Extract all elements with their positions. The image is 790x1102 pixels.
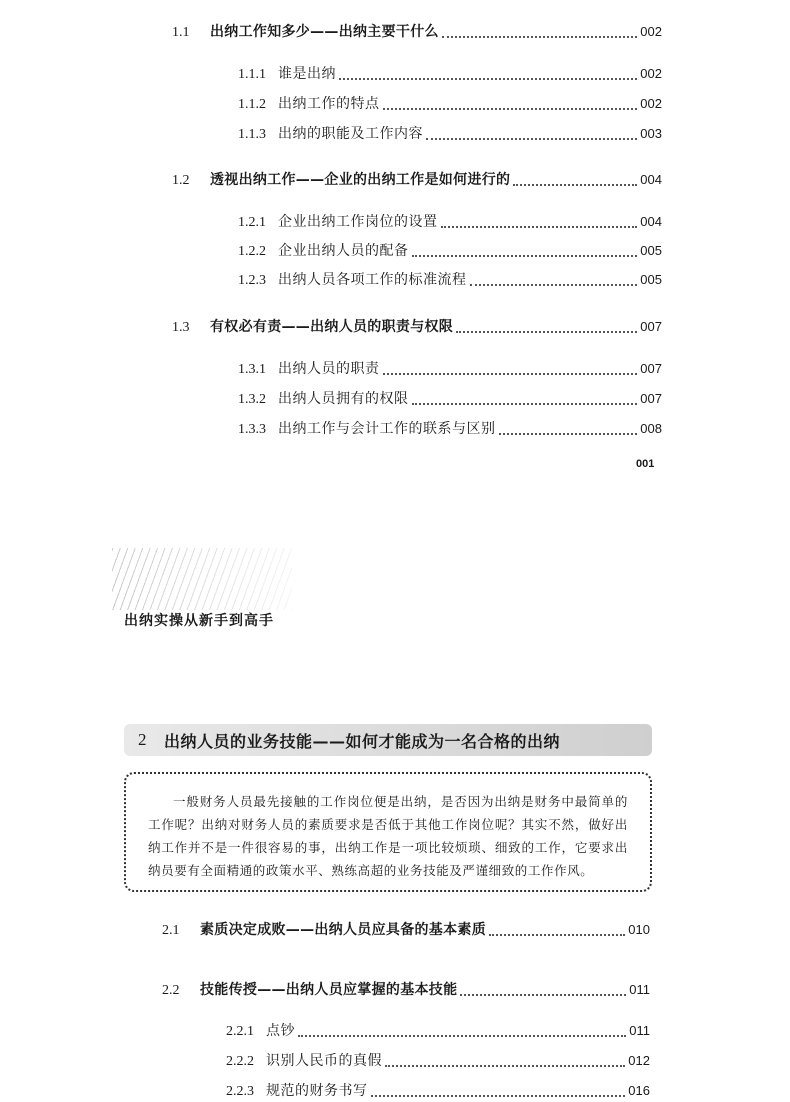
toc-entry-number: 1.2 (172, 173, 190, 188)
toc-entry-page: 005 (640, 243, 662, 258)
toc-entry-1-1-3 (238, 124, 662, 145)
toc-entry-number: 1.1.2 (238, 97, 266, 112)
toc-entry-page: 011 (629, 1023, 650, 1038)
toc-entry-1-3-2 (238, 389, 662, 410)
toc-entry-page: 003 (640, 126, 662, 141)
toc-entry-page: 007 (640, 361, 662, 376)
toc-entry-number: 1.1.3 (238, 127, 266, 142)
toc-entry-title: 有权必有责——出纳人员的职责与权限 (210, 319, 454, 335)
toc-entry-title: 技能传授——出纳人员应掌握的基本技能 (200, 982, 458, 998)
toc-entry-title: 企业出纳人员的配备 (278, 243, 409, 259)
toc-entry-title: 出纳人员的职责 (278, 361, 380, 377)
toc-entry-title: 透视出纳工作——企业的出纳工作是如何进行的 (210, 172, 511, 188)
toc-entry-page: 010 (628, 922, 650, 937)
toc-entry-number: 2.1 (162, 923, 180, 938)
toc-entry-number: 1.3.3 (238, 422, 266, 437)
toc-entry-page: 016 (628, 1083, 650, 1098)
toc-entry-2-2-1 (226, 1021, 650, 1042)
toc-entry-page: 004 (640, 214, 662, 229)
toc-entry-title: 识别人民币的真假 (266, 1053, 382, 1069)
toc-entry-number: 1.2.1 (238, 215, 266, 230)
toc-entry-1-3 (172, 317, 662, 338)
chapter-heading (124, 724, 652, 756)
dot-leader (470, 284, 638, 286)
book-title: 出纳实操从新手到高手 (124, 613, 274, 629)
dot-leader (383, 373, 638, 375)
toc-entry-title: 出纳人员各项工作的标准流程 (278, 272, 467, 288)
toc-entry-1-2 (172, 170, 662, 191)
dot-leader (339, 78, 637, 80)
dot-leader (499, 433, 638, 435)
toc-entry-page: 012 (628, 1053, 650, 1068)
toc-entry-1-2-3 (238, 270, 662, 291)
chapter-intro: 一般财务人员最先接触的工作岗位便是出纳，是否因为出纳是财务中最简单的工作呢？出纳对财务人员的素质要求是否低于其他工作岗位呢？其实不然，做好出纳工作并不是一件很容易的事，出纳工作是一项比较烦琐、细致的工作，它要求出纳员要有全面精通的政策水平、熟练高超的业务技能及严谨细致的工作作风。 (124, 772, 652, 892)
dot-leader (298, 1035, 626, 1037)
toc-entry-number: 1.2.2 (238, 244, 266, 259)
toc-entry-2-2-3 (226, 1081, 650, 1102)
toc-entry-2-2 (162, 980, 650, 1001)
dot-leader (383, 108, 638, 110)
dot-leader (456, 331, 637, 333)
toc-entry-title: 素质决定成败——出纳人员应具备的基本素质 (200, 922, 486, 938)
toc-entry-1-1-1 (238, 64, 662, 85)
chapter-number: 2 (138, 730, 147, 749)
toc-entry-1-2-1 (238, 212, 662, 233)
toc-entry-2-2-2 (226, 1051, 650, 1072)
toc-entry-title: 谁是出纳 (278, 66, 336, 82)
toc-entry-number: 2.2 (162, 983, 180, 998)
toc-entry-number: 2.2.3 (226, 1084, 254, 1099)
toc-entry-number: 1.3 (172, 320, 190, 335)
dot-leader (412, 403, 638, 405)
toc-entry-title: 出纳工作知多少——出纳主要干什么 (210, 24, 439, 40)
toc-entry-title: 出纳人员拥有的权限 (278, 391, 409, 407)
toc-entry-title: 点钞 (266, 1023, 295, 1039)
toc-entry-page: 002 (640, 96, 662, 111)
toc-entry-title: 出纳的职能及工作内容 (278, 126, 423, 142)
toc-entry-page: 004 (640, 172, 662, 187)
toc-entry-number: 1.3.1 (238, 362, 266, 377)
toc-entry-1-1 (172, 22, 662, 43)
toc-entry-1-3-1 (238, 359, 662, 380)
toc-entry-page: 005 (640, 272, 662, 287)
toc-entry-1-3-3 (238, 419, 662, 440)
dot-leader (489, 934, 625, 936)
dot-leader (441, 226, 638, 228)
toc-entry-page: 008 (640, 421, 662, 436)
dot-leader (412, 255, 638, 257)
toc-entry-number: 1.1 (172, 25, 190, 40)
toc-entry-title: 出纳工作的特点 (278, 96, 380, 112)
toc-entry-page: 002 (640, 66, 662, 81)
dot-leader (385, 1065, 625, 1067)
dot-leader (442, 36, 637, 38)
toc-entry-number: 1.1.1 (238, 67, 266, 82)
dot-leader (513, 184, 637, 186)
chapter-title: 出纳人员的业务技能——如何才能成为一名合格的出纳 (164, 731, 561, 751)
toc-entry-2-1 (162, 920, 650, 941)
toc-entry-page: 007 (640, 319, 662, 334)
dot-leader (426, 138, 637, 140)
page-number: 001 (636, 458, 655, 470)
toc-entry-page: 002 (640, 24, 662, 39)
toc-entry-number: 2.2.1 (226, 1024, 254, 1039)
toc-entry-title: 企业出纳工作岗位的设置 (278, 214, 438, 230)
toc-entry-page: 007 (640, 391, 662, 406)
toc-entry-number: 2.2.2 (226, 1054, 254, 1069)
toc-entry-1-2-2 (238, 241, 662, 262)
toc-entry-page: 011 (629, 982, 650, 997)
toc-entry-number: 1.2.3 (238, 273, 266, 288)
toc-entry-number: 1.3.2 (238, 392, 266, 407)
toc-entry-1-1-2 (238, 94, 662, 115)
toc-entry-title: 规范的财务书写 (266, 1083, 368, 1099)
toc-entry-title: 出纳工作与会计工作的联系与区别 (278, 421, 496, 437)
dot-leader (460, 994, 626, 996)
decorative-stripes (112, 548, 292, 610)
